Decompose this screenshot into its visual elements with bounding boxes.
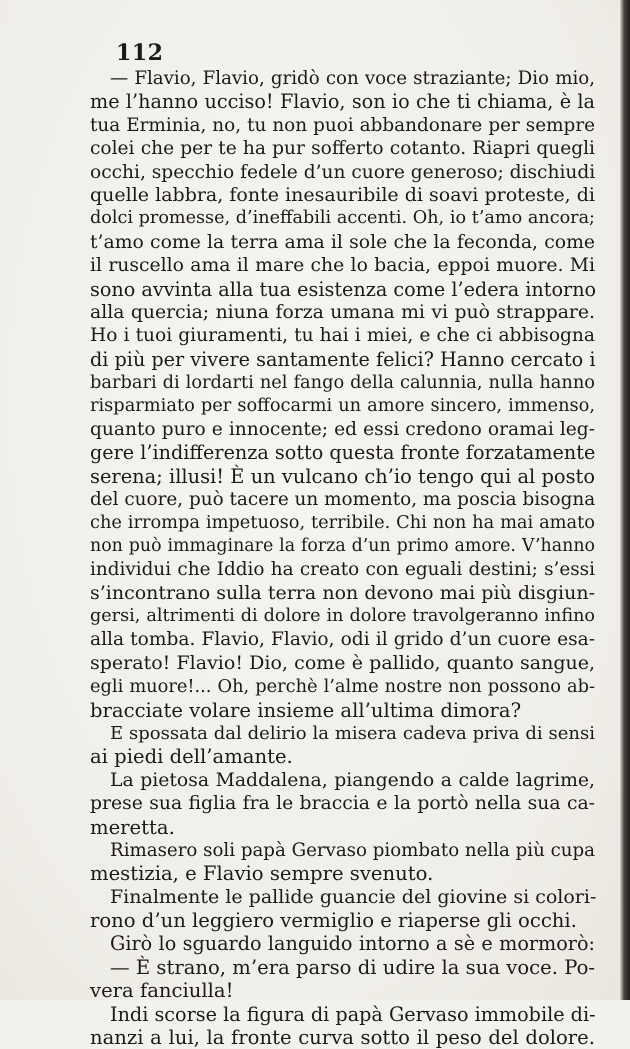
text-line: Finalmente le pallide guancie del giovine si colori- [110, 885, 597, 908]
text-line: mestizia, e Flavio sempre svenuto. [90, 862, 434, 886]
text-line: quanto puro e innocente; ed essi credono oramai leg- [90, 418, 595, 440]
text-line: il ruscello ama il mare che lo bacia, eppoi muore. Mi [90, 255, 595, 277]
text-line: t’amo come la terra ama il sole che la feconda, come [90, 231, 595, 253]
page-edge-shadow [620, 0, 630, 1000]
page-number: 112 [116, 40, 164, 66]
text-line: bracciate volare insieme all’ultima dimora? [90, 698, 522, 722]
text-line: egli muore!... Oh, perchè l’alme nostre non possono ab- [90, 676, 595, 698]
text-line: prese sua figlia fra le braccia e la portò nella sua ca- [90, 793, 595, 815]
text-line: quelle labbra, fonte inesauribile di soavi proteste, di [90, 183, 595, 206]
text-line: sperato! Flavio! Dio, come è pallido, quanto sangue, [90, 651, 595, 674]
text-line: sono avvinta alla tua esistenza come l’edera intorno [90, 277, 597, 301]
text-line: — È strano, m’era parso di udire la sua voce. Po- [110, 955, 595, 979]
text-line: — Flavio, Flavio, gridò con voce straziante; Dio mio, [110, 68, 595, 89]
text-line: alla quercia; niuna forza umana mi vi può strappare. [90, 301, 595, 323]
text-line: tua Erminia, no, tu non puoi abbandonare per sempre [90, 114, 595, 136]
text-line: Girò lo sguardo languido intorno a sè e mormorò: [110, 932, 595, 956]
text-line: E spossata dal delirio la misera cadeva priva di sensi [110, 722, 595, 744]
text-line: dolci promesse, d’ineffabili accenti. Oh, io t’amo ancora; [90, 208, 595, 229]
text-line: non può immaginare la forza d’un primo amore. V’hanno [90, 535, 595, 556]
text-line: serena; illusi! È un vulcano ch’io tengo qui al posto [90, 464, 595, 488]
text-line: me l’hanno ucciso! Flavio, son io che ti chiama, è la [90, 90, 595, 114]
text-line: s’incontrano sulla terra non devono mai più disgiun- [90, 581, 595, 604]
text-line: gere l’indifferenza sotto questa fronte forzatamente [90, 441, 596, 465]
text-line: Rimasero soli papà Gervaso piombato nella più cupa [110, 839, 595, 861]
text-line: colei che per te ha pur sofferto cotanto. Riapri quegli [90, 138, 595, 160]
text-line: Ho i tuoi giuramenti, tu hai i miei, e che ci abbisogna [90, 325, 595, 347]
text-line: del cuore, può tacere un momento, ma poscia bisogna [90, 489, 596, 511]
text-line: che irrompa impetuoso, terribile. Chi non ha mai amato [90, 512, 595, 534]
text-line: individui che Iddio ha creato con eguali destini; s’essi [90, 559, 595, 581]
text-line: barbari di lordarti nel fango della calunnia, nulla hanno [90, 372, 595, 394]
text-line: Indi scorse la figura di papà Gervaso immobile di- [110, 1002, 596, 1026]
text-line: nanzi a lui, la fronte curva sotto il peso del dolore. [90, 1026, 595, 1049]
body-text [90, 67, 595, 1049]
text-line: rono d’un leggiero vermiglio e riaperse gli occhi. [90, 909, 577, 933]
text-line: occhi, specchio fedele d’un cuore generoso; dischiudi [90, 161, 596, 183]
text-line: meretta. [90, 815, 175, 839]
text-line: vera fanciulla! [90, 979, 234, 1003]
text-line: risparmiato per soffocarmi un amore sincero, immenso, [90, 395, 595, 417]
text-line: gersi, altrimenti di dolore in dolore travolgeranno infino [90, 605, 595, 626]
text-line: La pietosa Maddalena, piangendo a calde lagrime, [110, 769, 595, 791]
text-line: alla tomba. Flavio, Flavio, odi il grido d’un cuore esa- [90, 629, 595, 651]
text-line: ai piedi dell’amante. [90, 745, 293, 769]
text-line: di più per vivere santamente felici? Hanno cercato i [90, 347, 596, 371]
